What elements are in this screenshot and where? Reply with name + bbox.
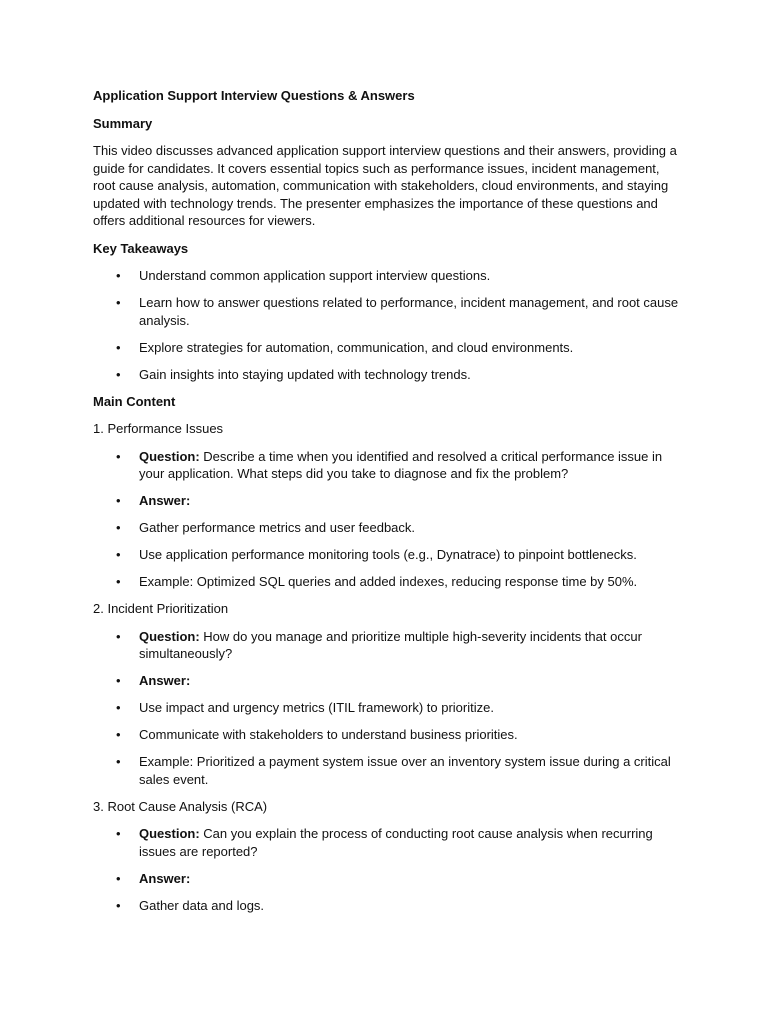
list-item-text: Example: Prioritized a payment system issue over an inventory system issue during a critical sales event. — [139, 754, 671, 787]
question-label: Question: — [139, 628, 200, 644]
list-item — [93, 546, 685, 564]
bullet-icon: • — [116, 493, 121, 508]
main-content-heading: Main Content — [93, 393, 176, 409]
bullet-icon: • — [116, 448, 121, 464]
bullet-icon: • — [116, 339, 121, 355]
question-label: Question: — [139, 448, 200, 464]
section-list-incident — [93, 628, 685, 789]
question-text: Describe a time when you identified and resolved a critical performance issue in your application. What steps did you take to diagnose and fix the problem? — [139, 448, 663, 481]
list-item-text: Communicate with stakeholders to understand business priorities. — [139, 727, 518, 742]
question-item — [93, 628, 685, 663]
section-list-rca — [93, 825, 685, 914]
list-item-text: Use application performance monitoring tools (e.g., Dynatrace) to pinpoint bottlenecks. — [139, 547, 637, 562]
bullet-icon: • — [116, 870, 121, 886]
list-item — [93, 753, 685, 788]
question-text: Can you explain the process of conducting root cause analysis when recurring issues are reported? — [139, 826, 653, 859]
bullet-icon: • — [116, 574, 121, 589]
summary-heading: Summary — [93, 115, 153, 131]
list-item — [93, 519, 685, 537]
answer-item — [93, 870, 685, 888]
bullet-icon: • — [116, 727, 121, 742]
document-body — [93, 87, 685, 924]
question-item — [93, 825, 685, 860]
bullet-icon: • — [116, 268, 121, 283]
answer-label: Answer: — [139, 673, 191, 688]
answer-label: Answer: — [139, 493, 191, 508]
list-item-text: Gather performance metrics and user feedback. — [139, 520, 416, 535]
section-title-incident: 2. Incident Prioritization — [93, 601, 229, 616]
section-list-performance — [93, 448, 685, 591]
list-item-text: Gain insights into staying updated with technology trends. — [139, 366, 471, 382]
bullet-icon: • — [116, 700, 121, 715]
bullet-icon: • — [116, 826, 121, 841]
list-item — [93, 339, 685, 357]
answer-label: Answer: — [139, 870, 191, 886]
bullet-icon: • — [116, 628, 121, 644]
bullet-icon: • — [116, 673, 121, 688]
section-title-performance: 1. Performance Issues — [93, 421, 224, 436]
key-takeaways-heading: Key Takeaways — [93, 240, 189, 256]
list-item-text: Use impact and urgency metrics (ITIL framework) to prioritize. — [139, 700, 494, 715]
summary-paragraph: This video discusses advanced application support interview questions and their answers, providing a guide for candidates. It covers essential topics such as performance issues, incident management, root cause analysis, automation, communication with stakeholders, cloud environments, and staying updated with technology trends. The presenter emphasizes the importance of these questions and offers additional resources for viewers. — [93, 143, 677, 228]
bullet-icon: • — [116, 520, 121, 535]
key-takeaways-list — [93, 267, 685, 383]
list-item — [93, 366, 685, 384]
list-item — [93, 294, 685, 329]
answer-item — [93, 672, 685, 690]
question-text: How do you manage and prioritize multiple high-severity incidents that occur simultaneously? — [139, 628, 642, 661]
question-item — [93, 448, 685, 483]
section-title-rca: 3. Root Cause Analysis (RCA) — [93, 798, 268, 814]
bullet-icon: • — [116, 754, 121, 769]
bullet-icon: • — [116, 295, 121, 310]
list-item — [93, 267, 685, 285]
list-item — [93, 573, 685, 591]
list-item — [93, 726, 685, 744]
list-item-text: Example: Optimized SQL queries and added indexes, reducing response time by 50%. — [139, 574, 638, 589]
list-item — [93, 699, 685, 717]
list-item-text: Understand common application support interview questions. — [139, 268, 491, 283]
document-title: Application Support Interview Questions & Answers — [93, 88, 415, 103]
bullet-icon: • — [116, 366, 121, 382]
list-item-text: Learn how to answer questions related to performance, incident management, and root cause analysis. — [139, 295, 679, 328]
bullet-icon: • — [116, 897, 121, 913]
list-item — [93, 897, 685, 915]
bullet-icon: • — [116, 547, 121, 562]
list-item-text: Gather data and logs. — [139, 897, 265, 913]
list-item-text: Explore strategies for automation, communication, and cloud environments. — [139, 339, 574, 355]
answer-item — [93, 492, 685, 510]
question-label: Question: — [139, 826, 200, 841]
